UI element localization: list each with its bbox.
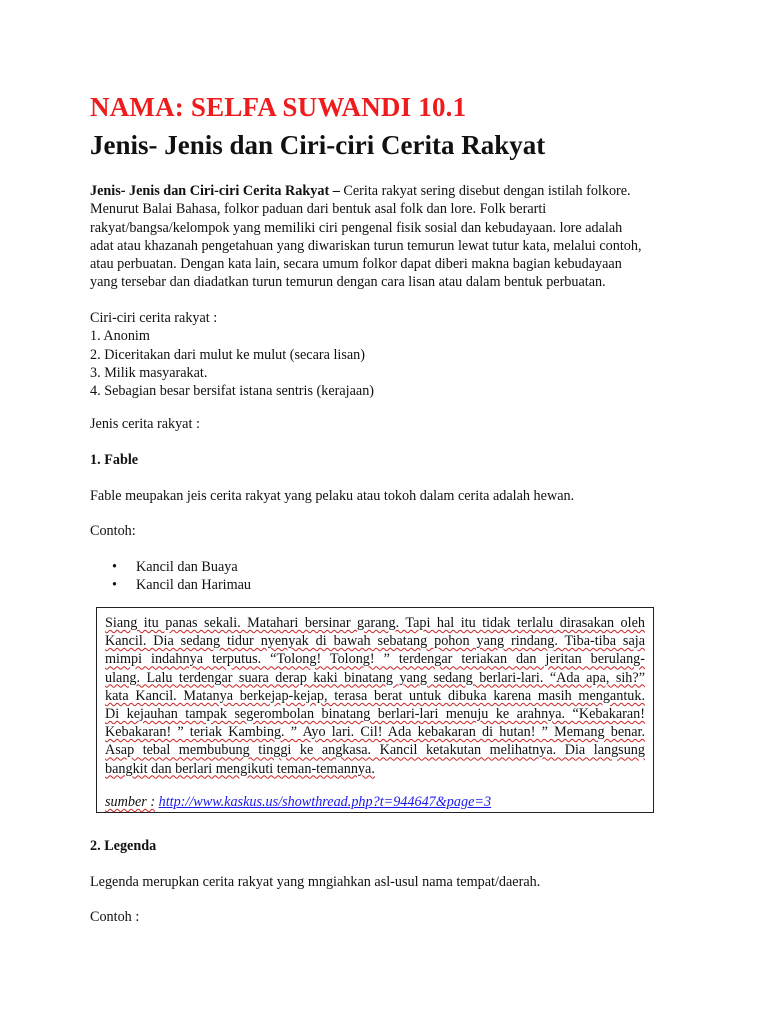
ciri-item: 4. Sebagian besar bersifat istana sentris (kerajaan) — [90, 383, 375, 400]
intro-bold-lead: Jenis- Jenis dan Ciri-ciri Cerita Rakyat – — [90, 183, 340, 199]
legenda-description: Legenda merupkan cerita rakyat yang mngiahkan asl-usul nama tempat/daerah. — [90, 874, 541, 890]
page-title: Jenis- Jenis dan Ciri-ciri Cerita Rakyat — [90, 130, 546, 160]
story-line: ulang. Lalu terdengar suara derap kaki binatang yang sedang berlari-lari. “Ada apa, sih?” — [105, 669, 645, 686]
legenda-heading: 2. Legenda — [90, 838, 157, 854]
bullet-icon: • — [112, 559, 117, 575]
story-line: Kebakaran! ” teriak Kambing. ” Ayo lari. Cil! Ada kebakaran di hutan! ” Memang benar. — [105, 724, 645, 741]
story-line: Kancil. Dia sedang tidur nyenyak di bawah sebatang pohon yang rindang. Tiba-tiba saja — [105, 633, 645, 650]
student-name-heading: NAMA: SELFA SUWANDI 10.1 — [90, 92, 467, 122]
story-source — [105, 794, 491, 811]
fable-examples-list — [90, 558, 251, 595]
fable-example: Kancil dan Harimau — [136, 577, 252, 594]
legenda-contoh-label: Contoh : — [90, 909, 140, 925]
source-link[interactable]: http://www.kaskus.us/showthread.php?t=944647&page=3 — [158, 794, 492, 810]
story-line: Di kejauhan tampak segerombolan binatang berlari-lari menuju ke arahnya. “Kebakaran! — [105, 706, 645, 723]
story-line: kata Kancil. Matanya berkejap-kejap, terasa berat untuk dibuka karena masih mengantuk. — [105, 687, 645, 704]
intro-line: yang tersebar dan diadatkan turun temurun dengan cara lisan atau dalam bentuk perbuatan. — [90, 274, 606, 291]
intro-paragraph — [90, 182, 690, 292]
list-item — [90, 558, 251, 576]
story-line: bangkit dan berlari mengikuti teman-temannya. — [105, 760, 375, 777]
fable-heading: 1. Fable — [90, 452, 139, 468]
intro-line: Menurut Balai Bahasa, folkor paduan dari bentuk asal folk dan lore. Folk berarti — [90, 201, 547, 218]
ciri-heading: Ciri-ciri cerita rakyat : — [90, 310, 218, 326]
ciri-item: 2. Diceritakan dari mulut ke mulut (secara lisan) — [90, 346, 365, 363]
story-text — [105, 614, 645, 778]
ciri-item: 3. Milik masyarakat. — [90, 364, 208, 381]
intro-line: atau perbuatan. Dengan kata lain, secara umum folkor dapat diberi makna bagian kebudayaan — [90, 256, 622, 273]
ciri-item: 1. Anonim — [90, 328, 150, 345]
ciri-list — [90, 309, 374, 400]
intro-line: rakyat/bangsa/kelompok yang memiliki ciri pengenal fisik sosial dan kebudayaan. lore adalah — [90, 219, 623, 236]
fable-description: Fable meupakan jeis cerita rakyat yang pelaku atau tokoh dalam cerita adalah hewan. — [90, 488, 575, 504]
intro-line-1-rest: Cerita rakyat sering disebut dengan istilah folkore. — [339, 183, 631, 199]
list-item — [90, 576, 251, 594]
story-line: Asap tebal membubung tinggi ke angkasa. Kancil ketakutan melihatnya. Dia langsung — [105, 742, 645, 759]
intro-line: adat atau khazanah pengetahuan yang diwariskan turun temurun lewat tutur kata, melalui contoh, — [90, 237, 642, 254]
fable-example: Kancil dan Buaya — [136, 559, 238, 575]
story-box — [96, 607, 654, 813]
story-line: Siang itu panas sekali. Matahari bersinar garang. Tapi hal itu tidak terlalu dirasakan oleh — [105, 615, 645, 631]
story-line: mimpi indahnya terputus. “Tolong! Tolong! ” terdengar teriakan dan jeritan berulang- — [105, 651, 645, 668]
fable-contoh-label: Contoh: — [90, 523, 136, 539]
jenis-heading: Jenis cerita rakyat : — [90, 416, 200, 432]
source-label: sumber : — [105, 794, 156, 810]
intro-line-1 — [90, 182, 690, 200]
bullet-icon: • — [112, 577, 117, 594]
